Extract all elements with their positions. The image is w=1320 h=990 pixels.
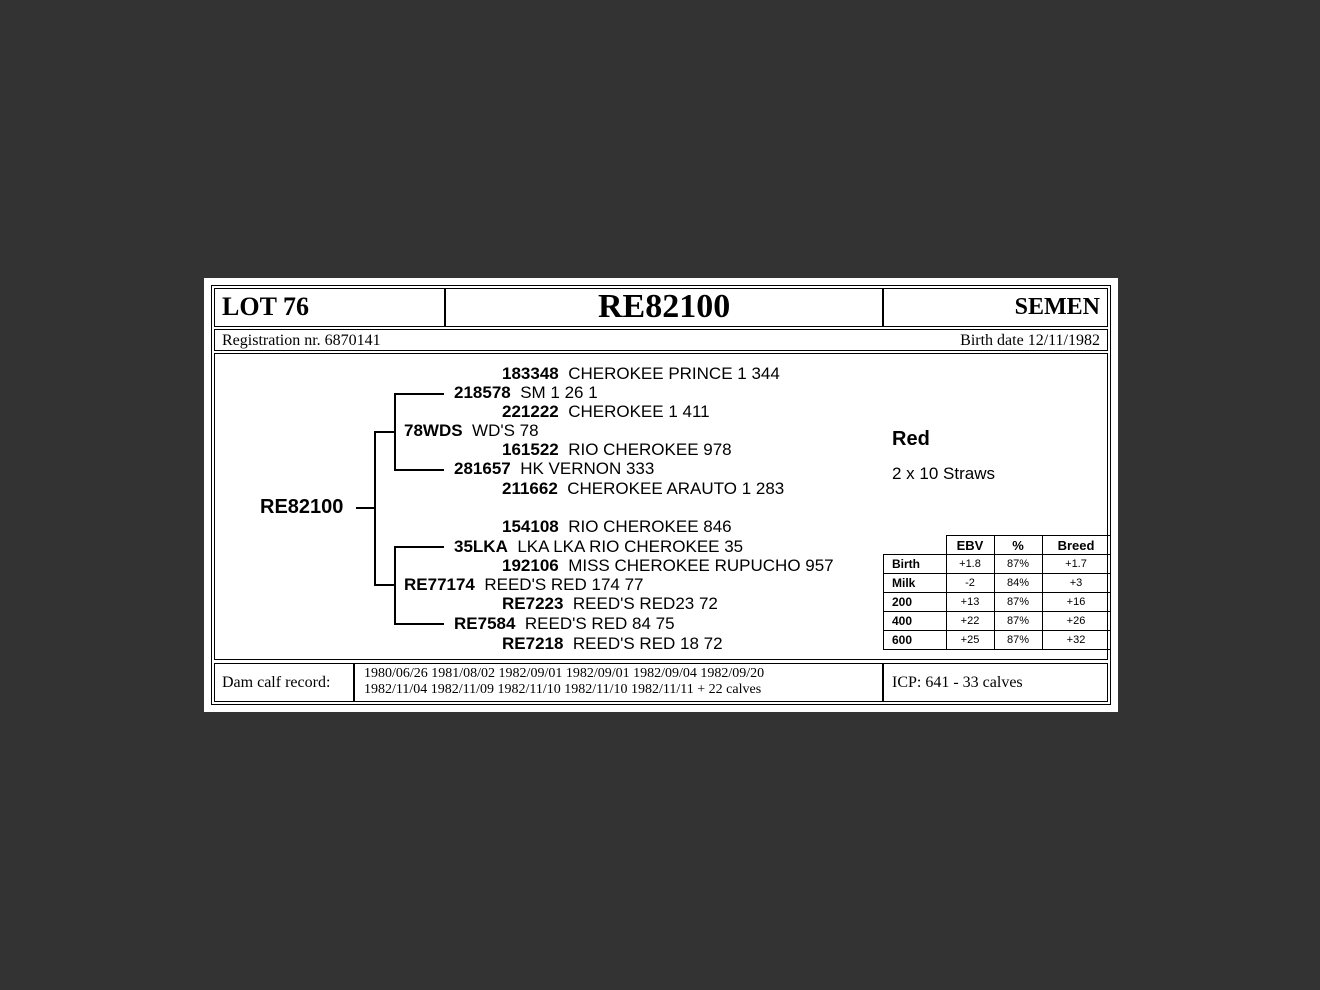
ebv-value: -2 bbox=[946, 574, 994, 593]
pedigree-sd-sire: 161522 RIO CHEROKEE 978 bbox=[502, 440, 732, 459]
dam-calf-label: Dam calf record: bbox=[222, 674, 331, 691]
ebv-value: +22 bbox=[946, 612, 994, 631]
ebv-header-row bbox=[884, 536, 1111, 555]
ebv-accuracy: 87% bbox=[994, 612, 1042, 631]
pedigree-dam-sire: 35LKA LKA LKA RIO CHEROKEE 35 bbox=[454, 537, 744, 556]
birth-date: Birth date 12/11/1982 bbox=[960, 332, 1100, 349]
ebv-header: EBV bbox=[946, 536, 994, 555]
product-type: SEMEN bbox=[1014, 294, 1100, 320]
ebv-header: % bbox=[994, 536, 1042, 555]
ebv-header: Breed bbox=[1042, 536, 1110, 555]
ebv-row-label: 200 bbox=[884, 593, 947, 612]
ebv-table bbox=[883, 535, 1111, 650]
ebv-breed: +1.7 bbox=[1042, 555, 1110, 574]
pedigree-ds-dam: 192106 MISS CHEROKEE RUPUCHO 957 bbox=[502, 556, 834, 575]
tree-line bbox=[374, 431, 376, 586]
ebv-row-label: 400 bbox=[884, 612, 947, 631]
ebv-breed: +32 bbox=[1042, 631, 1110, 650]
lot-card bbox=[204, 278, 1118, 712]
pedigree-sd-dam: 211662 CHEROKEE ARAUTO 1 283 bbox=[502, 479, 785, 498]
tree-line bbox=[394, 623, 444, 625]
ebv-accuracy: 84% bbox=[994, 574, 1042, 593]
pedigree-sire-dam: 281657 HK VERNON 333 bbox=[454, 459, 655, 478]
ebv-row bbox=[884, 631, 1111, 650]
tree-line bbox=[394, 393, 444, 395]
ebv-row bbox=[884, 593, 1111, 612]
pedigree-ss-dam: 221222 CHEROKEE 1 411 bbox=[502, 402, 710, 421]
ebv-breed: +3 bbox=[1042, 574, 1110, 593]
ebv-row-label: 600 bbox=[884, 631, 947, 650]
tree-line bbox=[374, 431, 396, 433]
ebv-accuracy: 87% bbox=[994, 593, 1042, 612]
ebv-breed: +26 bbox=[1042, 612, 1110, 631]
animal-color: Red bbox=[892, 428, 930, 450]
ebv-row bbox=[884, 612, 1111, 631]
tree-line bbox=[394, 546, 396, 624]
pedigree-sire: 78WDS WD'S 78 bbox=[404, 421, 539, 440]
ebv-corner bbox=[884, 536, 947, 555]
tree-line bbox=[394, 469, 444, 471]
dam-calf-dates-line-2: 1982/11/04 1982/11/09 1982/11/10 1982/11/10 1982/11/11 + 22 calves bbox=[364, 682, 762, 697]
ebv-accuracy: 87% bbox=[994, 555, 1042, 574]
lot-number: LOT 76 bbox=[222, 292, 309, 321]
pedigree-dd-sire: RE7223 REED'S RED23 72 bbox=[502, 594, 718, 613]
ebv-row bbox=[884, 555, 1111, 574]
pedigree-dam: RE77174 REED'S RED 174 77 bbox=[404, 575, 644, 594]
ebv-value: +1.8 bbox=[946, 555, 994, 574]
ebv-value: +13 bbox=[946, 593, 994, 612]
ebv-row bbox=[884, 574, 1111, 593]
ebv-accuracy: 87% bbox=[994, 631, 1042, 650]
tree-line bbox=[394, 546, 444, 548]
tree-line bbox=[394, 393, 396, 470]
straw-count: 2 x 10 Straws bbox=[892, 464, 995, 483]
dam-calf-dates-line-1: 1980/06/26 1981/08/02 1982/09/01 1982/09/01 1982/09/04 1982/09/20 bbox=[364, 666, 765, 681]
dam-calf-record bbox=[364, 666, 764, 698]
ebv-value: +25 bbox=[946, 631, 994, 650]
pedigree-ds-sire: 154108 RIO CHEROKEE 846 bbox=[502, 517, 732, 536]
icp-summary: ICP: 641 - 33 calves bbox=[892, 674, 1023, 691]
pedigree-dd-dam: RE7218 REED'S RED 18 72 bbox=[502, 634, 723, 653]
pedigree-sire-sire: 218578 SM 1 26 1 bbox=[454, 383, 598, 402]
pedigree-animal: RE82100 bbox=[260, 496, 344, 518]
tree-line bbox=[356, 507, 374, 509]
ebv-breed: +16 bbox=[1042, 593, 1110, 612]
pedigree-ss-sire: 183348 CHEROKEE PRINCE 1 344 bbox=[502, 364, 780, 383]
pedigree-dam-dam: RE7584 REED'S RED 84 75 bbox=[454, 614, 675, 633]
registration-number: Registration nr. 6870141 bbox=[222, 332, 381, 349]
registration-code: RE82100 bbox=[598, 288, 731, 325]
ebv-row-label: Birth bbox=[884, 555, 947, 574]
ebv-row-label: Milk bbox=[884, 574, 947, 593]
tree-line bbox=[374, 584, 396, 586]
